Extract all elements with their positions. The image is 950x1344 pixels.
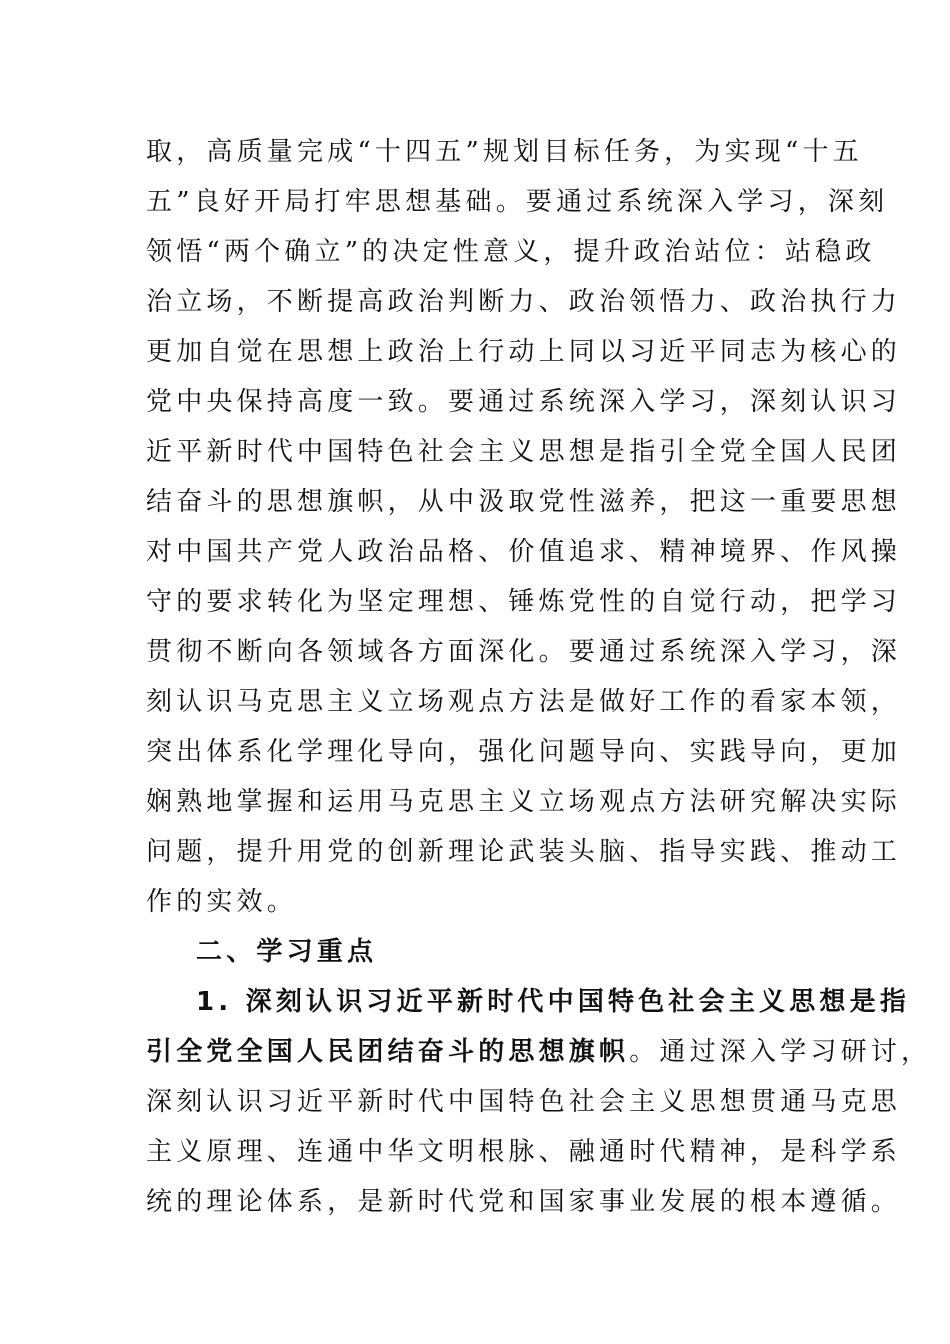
paragraph-line: 领悟“两个确立”的决定性意义，提升政治站位：站稳政: [146, 237, 876, 267]
paragraph-line: 刻认识马克思主义立场观点方法是做好工作的看家本领，: [146, 687, 902, 717]
paragraph-line: 党中央保持高度一致。要通过系统深入学习，深刻认识习: [146, 387, 902, 417]
paragraph-line: 结奋斗的思想旗帜，从中汲取党性滋养，把这一重要思想: [146, 487, 902, 517]
paragraph-line: 贯彻不断向各领域各方面深化。要通过系统深入学习，深: [146, 637, 902, 667]
paragraph-line: 近平新时代中国特色社会主义思想是指引全党全国人民团: [146, 437, 902, 467]
point-title-line: 1. 深刻认识习近平新时代中国特色社会主义思想是指: [196, 987, 911, 1017]
paragraph-line: 统的理论体系，是新时代党和国家事业发展的根本遵循。: [146, 1187, 902, 1217]
paragraph-line: 娴熟地掌握和运用马克思主义立场观点方法研究解决实际: [146, 787, 902, 817]
paragraph-line: 对中国共产党人政治品格、价值追求、精神境界、作风操: [146, 537, 902, 567]
paragraph-line: 更加自觉在思想上政治上行动上同以习近平同志为核心的: [146, 337, 902, 367]
paragraph-line: 五”良好开局打牢思想基础。要通过系统深入学习，深刻: [146, 187, 889, 217]
point-title-continuation: [146, 1037, 931, 1067]
paragraph-line: 主义原理、连通中华文明根脉、融通时代精神，是科学系: [146, 1137, 902, 1167]
paragraph-line: 突出体系化学理化导向，强化问题导向、实践导向，更加: [146, 737, 902, 767]
section-heading: 二、学习重点: [196, 937, 378, 967]
paragraph-line: 取，高质量完成“十四五”规划目标任务，为实现“十五: [146, 137, 863, 167]
paragraph-line: 问题，提升用党的创新理论武装头脑、指导实践、推动工: [146, 837, 902, 867]
paragraph-line: 守的要求转化为坚定理想、锤炼党性的自觉行动，把学习: [146, 587, 902, 617]
point-body-start: 。通过深入学习研讨，: [629, 1037, 932, 1067]
paragraph-line: 作的实效。: [146, 887, 298, 917]
point-title-bold: 引全党全国人民团结奋斗的思想旗帜: [146, 1037, 630, 1067]
paragraph-line: 治立场，不断提高政治判断力、政治领悟力、政治执行力: [146, 287, 902, 317]
paragraph-line: 深刻认识习近平新时代中国特色社会主义思想贯通马克思: [146, 1087, 902, 1117]
